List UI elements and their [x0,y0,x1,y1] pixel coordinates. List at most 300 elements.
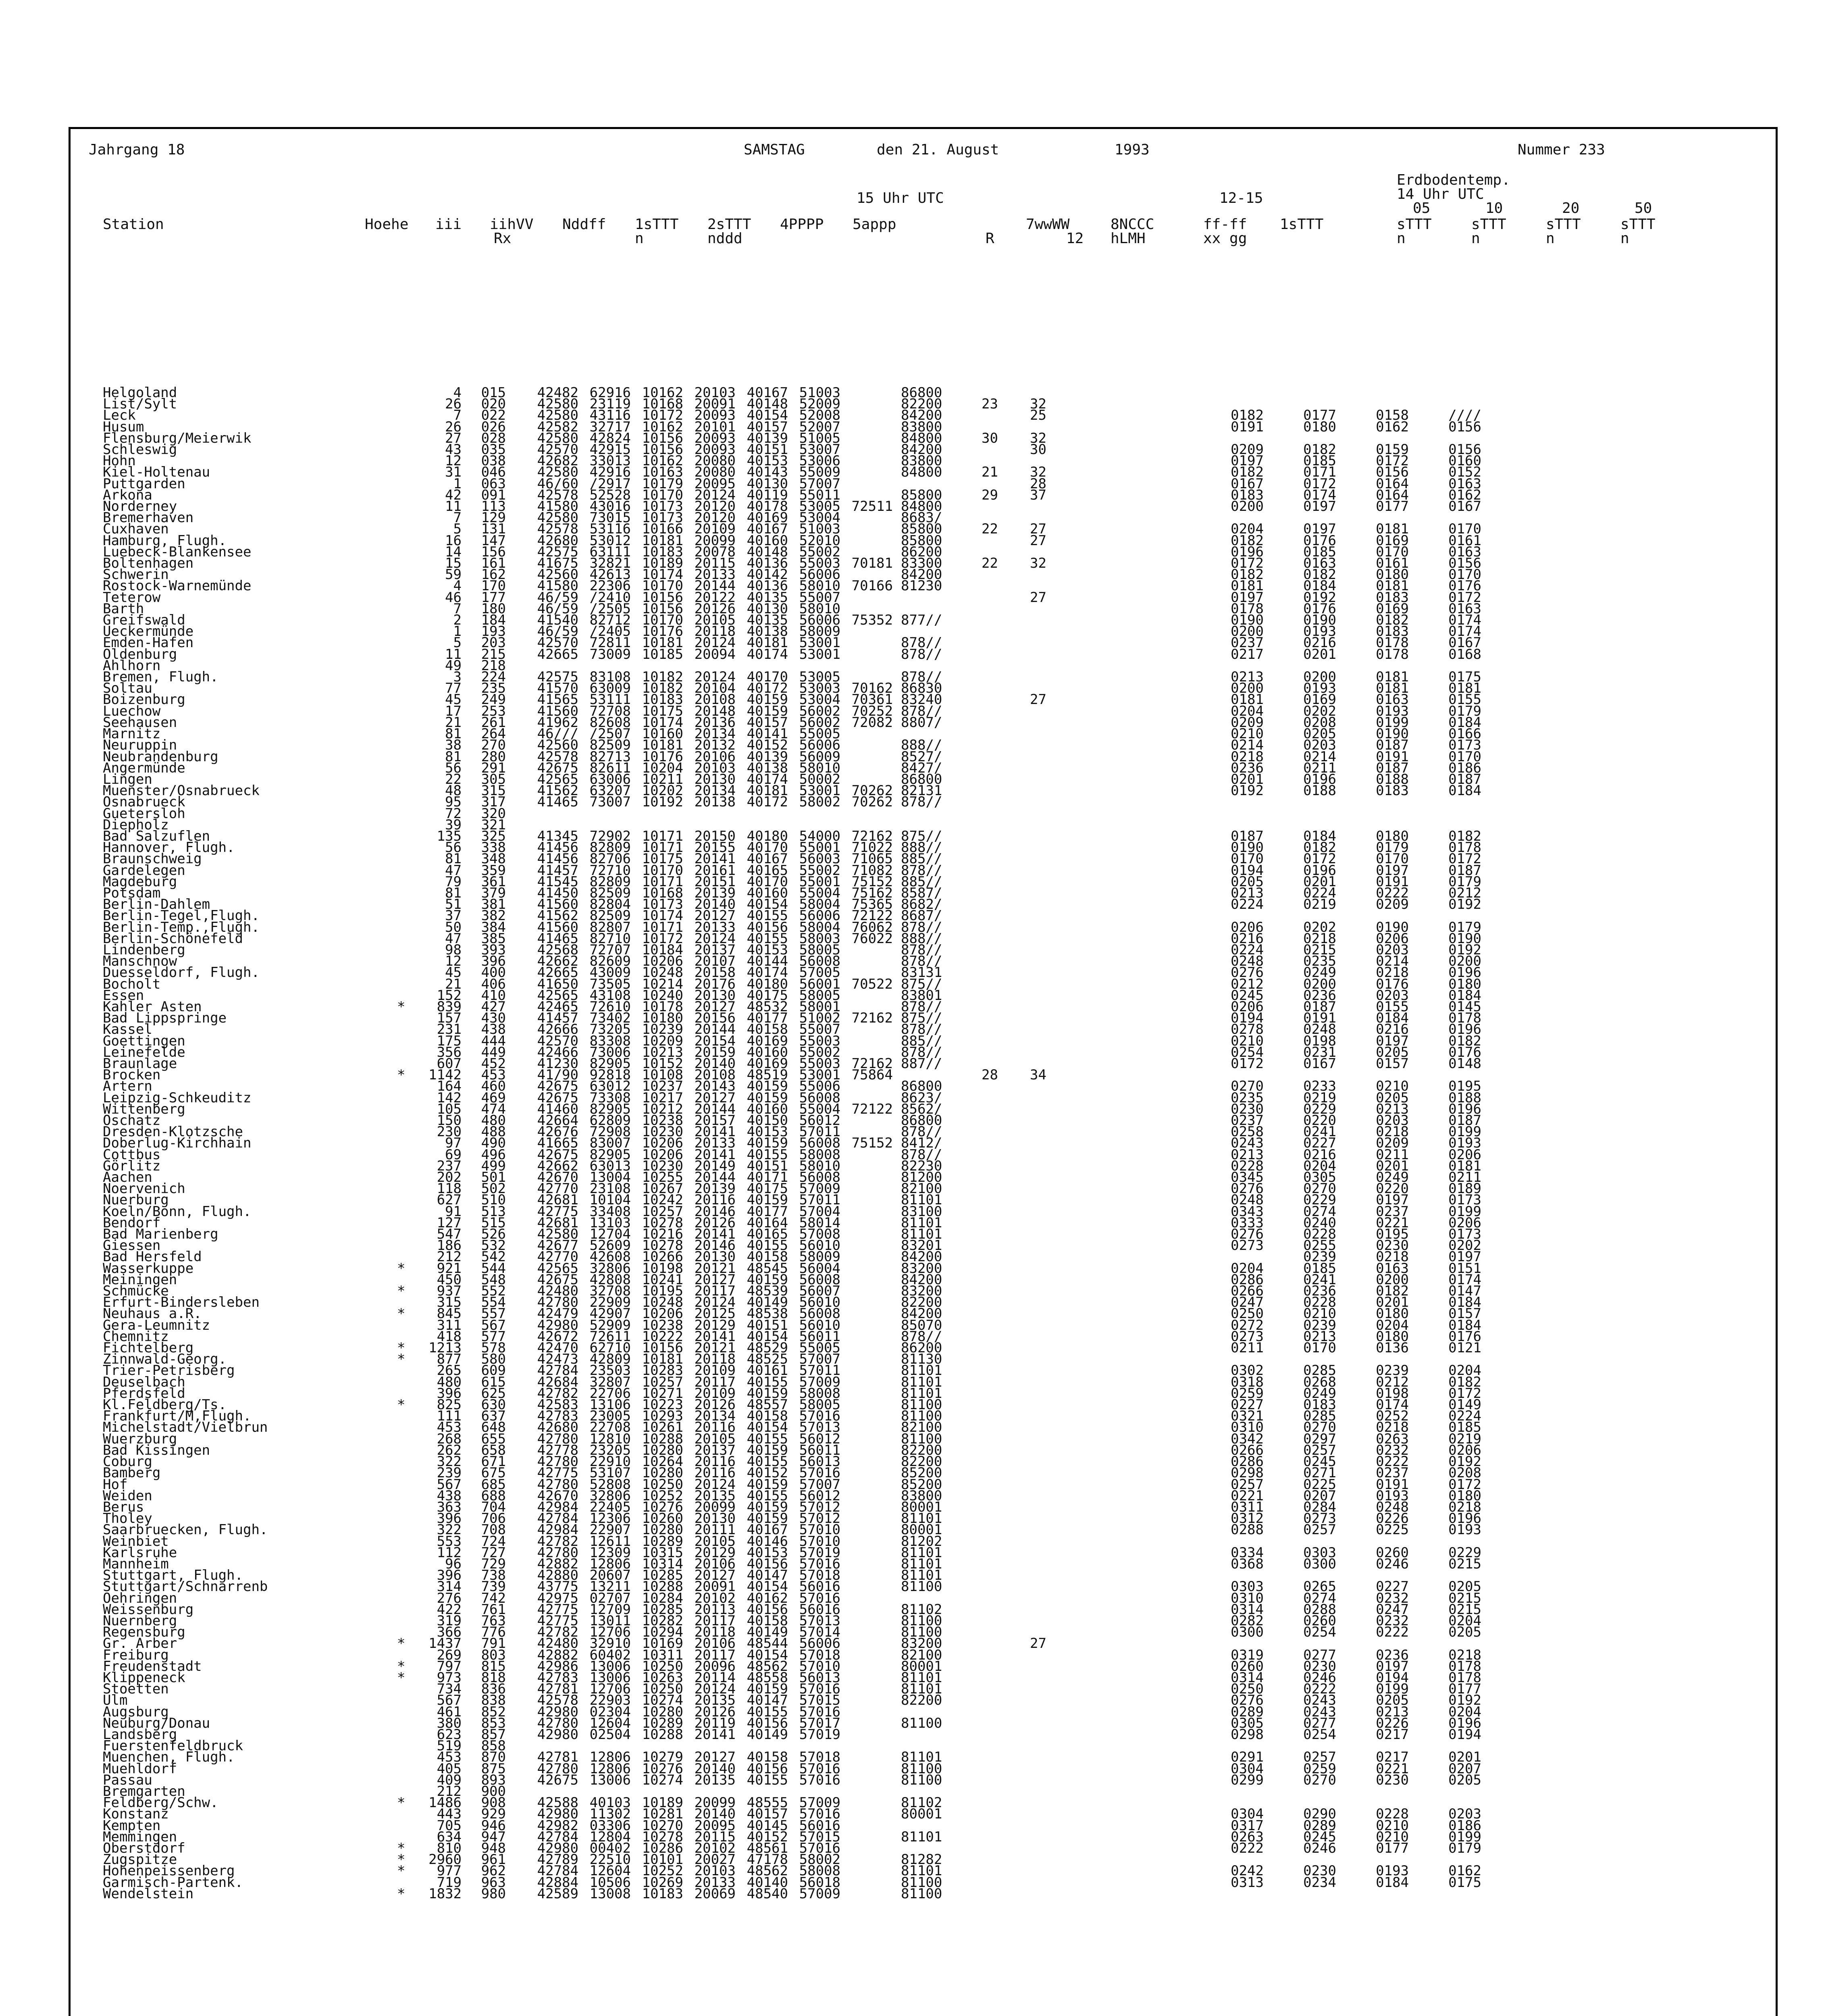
mountain-marker [397,979,413,990]
col-soil-05: sTTT [1397,216,1432,233]
station-height: 105 [437,1101,462,1117]
group-7wwww: 72162 [851,828,893,844]
group-ff-max [982,1672,1030,1683]
station-name: Nuerburg [103,1192,169,1208]
table-row [103,979,1481,990]
spacer [1078,1365,1191,1376]
soil-temp-cell: 0239 [1303,1317,1336,1333]
group-1sttt: 10230 [642,1158,683,1174]
soil-temp-cell: 0197 [1448,1249,1481,1265]
group-iihvv: 42884 [537,1874,578,1891]
station-name: Braunschweig [103,851,202,867]
group-7wwww [840,1410,893,1422]
soil-temp-cell: 0236 [1376,1647,1409,1663]
station-id: 430 [481,1010,506,1027]
group-7wwww [840,1206,893,1217]
group-4pppp: 40175 [747,987,788,1004]
group-7wwww [840,1456,893,1467]
group-ff-max [982,580,1030,591]
group-4pppp: 40181 [747,783,788,799]
station-name: Potsdam [103,885,161,901]
spacer [1078,706,1191,717]
group-ff-max [982,1217,1030,1229]
group-7wwww [840,1774,893,1786]
group-5appp: 58008 [799,1385,840,1402]
soil-temp-cell: 0210 [1231,1033,1264,1049]
soil-temp-cell: 0196 [1303,771,1336,787]
spacer [1078,1865,1191,1876]
soil-temp-cell: 0237 [1231,635,1264,651]
soil-temp-cell: 0190 [1231,839,1264,856]
station-height: 97 [445,1135,462,1152]
group-iihvv: 42780 [537,1294,578,1311]
group-1sttt: 10101 [642,1851,683,1868]
spacer [1078,1024,1191,1035]
spacer [1078,1001,1191,1012]
soil-temp-cell: 0260 [1303,1612,1336,1629]
soil-temp-cell: 0157 [1376,1055,1409,1072]
mountain-marker [397,1149,413,1160]
soil-temp-cell: 0248 [1303,1021,1336,1038]
station-id: 704 [481,1499,506,1515]
group-2sttt: 20150 [694,828,736,844]
group-7wwww [840,1467,893,1479]
soil-temp-cell: 0273 [1231,1237,1264,1254]
group-iihvv: 42782 [537,1624,578,1641]
station-name: Zugspitze [103,1851,177,1868]
group-5appp: 56010 [799,1294,840,1311]
station-id: 852 [481,1704,506,1720]
group-ff-max [982,1615,1030,1627]
group-nddff: 63006 [589,771,631,787]
station-name: Noervenich [103,1181,185,1197]
station-id: 359 [481,862,506,879]
mountain-marker [397,819,413,831]
mountain-marker [397,1740,413,1752]
mountain-marker [397,728,413,739]
group-ff-max [982,614,1030,626]
group-8nccc: 885// [901,873,942,890]
group-nddff: 12611 [589,1533,631,1549]
station-name: Weiden [103,1487,152,1504]
station-name: Rostock-Warnemünde [103,578,252,594]
group-iihvv: 41450 [537,885,578,901]
group-1sttt: 10198 [642,1260,683,1277]
mountain-marker [397,944,413,956]
soil-temp-cell: 0199 [1448,1829,1481,1845]
group-5appp: 57007 [799,1351,840,1368]
group-ff-gust [1030,637,1078,648]
group-4pppp: 40159 [747,1135,788,1152]
spacer [1078,1797,1191,1808]
group-7wwww [840,1445,893,1456]
station-name: Wendelstein [103,1885,194,1902]
soil-temp-cell: 0321 [1231,1408,1264,1425]
soil-temp-cell: 0152 [1448,464,1481,481]
group-iihvv: 41675 [537,555,578,572]
group-ff-max [982,1399,1030,1410]
table-row [103,1433,1481,1445]
soil-temp-cell: 0200 [1448,953,1481,970]
soil-temp-cell: 0270 [1231,1078,1264,1095]
soil-temp-cell: 0180 [1376,1328,1409,1345]
group-iihvv: 41465 [537,794,578,810]
station-height: 450 [437,1271,462,1288]
station-id: 361 [481,873,506,890]
group-8nccc: 83240 [901,691,942,708]
group-8nccc: 81101 [901,1669,942,1686]
group-nddff: 12604 [589,1863,631,1879]
group-1sttt: 10271 [642,1385,683,1402]
group-ff-max [982,887,1030,899]
group-7wwww [840,467,893,478]
group-4pppp: 40154 [747,1647,788,1663]
group-5appp: 55003 [799,1055,840,1072]
group-iihvv: 42882 [537,1647,578,1663]
station-name: Marnitz [103,726,161,742]
station-height: 46 [445,589,462,606]
spacer [1078,1456,1191,1467]
soil-temp-cell: 0163 [1448,600,1481,617]
group-2sttt: 20135 [694,1692,736,1709]
group-ff-max [982,1377,1030,1388]
group-2sttt: 20124 [694,1476,736,1493]
group-nddff: 13004 [589,1169,631,1186]
station-id: 270 [481,737,506,754]
group-7wwww: 72122 [851,908,893,924]
station-id: 022 [481,407,506,424]
group-nddff: 12804 [589,1829,631,1845]
group-8nccc: 81101 [901,1749,942,1766]
soil-temp-cell: 0187 [1448,862,1481,879]
group-iihvv: 42782 [537,1385,578,1402]
mountain-marker [397,455,413,467]
table-row [103,1774,1481,1786]
group-8nccc: 81101 [901,1214,942,1231]
col-iii: iii [435,216,462,233]
group-8nccc: 8427/ [901,760,942,776]
soil-temp-cell: 0228 [1231,1158,1264,1174]
soil-temp-cell: 0203 [1448,1806,1481,1822]
mountain-marker [397,637,413,648]
station-name: Michelstadt/Vielbrun [103,1419,268,1436]
station-id: 474 [481,1101,506,1117]
group-1sttt: 10184 [642,941,683,958]
group-7wwww [840,1433,893,1445]
soil-temp-cell: 0196 [1448,1715,1481,1731]
soil-temp-cell: 0191 [1376,873,1409,890]
group-nddff: 53116 [589,521,631,537]
group-4pppp: 40130 [747,600,788,617]
soil-temp-cell: 0246 [1303,1840,1336,1856]
soil-temp-cell: 0155 [1376,998,1409,1015]
group-5appp: 58001 [799,998,840,1015]
group-ff-gust [1030,910,1078,921]
group-7wwww [840,1763,893,1774]
group-nddff: 53012 [589,532,631,549]
group-2sttt: 20122 [694,589,736,606]
spacer [1078,671,1191,683]
group-ff-max [982,1012,1030,1024]
soil-temp-cell: 0182 [1303,566,1336,583]
group-4pppp: 40155 [747,1704,788,1720]
group-nddff: 53107 [589,1465,631,1481]
station-height: 231 [437,1021,462,1038]
spacer [1078,455,1191,467]
group-1sttt: 10280 [642,1704,683,1720]
table-row [103,1388,1481,1399]
group-ff-max [982,739,1030,751]
station-id: 727 [481,1544,506,1561]
table-row [103,467,1481,478]
station-name: Artern [103,1078,152,1095]
group-4pppp: 40165 [747,1226,788,1243]
group-ff-gust [1030,1217,1078,1229]
group-8nccc: 85200 [901,1465,942,1481]
station-height: 418 [437,1328,462,1345]
group-1sttt: 10222 [642,1328,683,1345]
soil-temp-cell: 0276 [1231,1181,1264,1197]
spacer [1078,1149,1191,1160]
group-5appp: 56006 [799,1635,840,1652]
group-ff-max [982,1115,1030,1126]
soil-temp-cell: 0181 [1231,578,1264,594]
station-height: 157 [437,1010,462,1027]
group-8nccc: 878// [901,794,942,810]
group-7wwww [840,1604,893,1615]
group-5appp: 57009 [799,1795,840,1811]
soil-temp-cell: 0178 [1448,839,1481,856]
group-4pppp: 40138 [747,760,788,776]
group-iihvv: 42465 [537,998,578,1015]
group-4pppp: 40149 [747,1726,788,1743]
table-row [103,1035,1481,1047]
soil-temp-cell: 0237 [1376,1465,1409,1481]
mountain-marker: * [397,1340,406,1356]
group-2sttt: 20138 [694,794,736,810]
spacer [1078,751,1191,762]
group-2sttt: 20121 [694,1340,736,1356]
group-iihvv: 42789 [537,1851,578,1868]
station-height: 845 [437,1306,462,1322]
station-id: 453 [481,1067,506,1083]
station-id: 980 [481,1885,506,1902]
group-nddff: 42808 [589,1271,631,1288]
group-5appp: 56013 [799,1669,840,1686]
group-4pppp: 40139 [747,430,788,446]
group-iihvv: 42681 [537,1214,578,1231]
station-id: 947 [481,1829,506,1845]
group-8nccc: 81102 [901,1795,942,1811]
mountain-marker [397,1092,413,1104]
group-5appp: 55004 [799,885,840,901]
soil-temp-cell [1409,387,1481,398]
group-4pppp: 40155 [747,930,788,947]
group-8nccc: 81101 [901,1863,942,1879]
soil-temp-cell: 0300 [1303,1556,1336,1572]
group-1sttt: 10173 [642,510,683,526]
group-ff-max [982,1240,1030,1251]
group-ff-max [982,1354,1030,1365]
group-8nccc: 81100 [901,1408,942,1425]
group-5appp: 52008 [799,407,840,424]
group-2sttt: 20115 [694,1829,736,1845]
table-row [103,1683,1481,1695]
group-nddff: 82706 [589,851,631,867]
table-row [103,967,1481,978]
group-2sttt: 20093 [694,407,736,424]
soil-temp-cell: 0278 [1231,1021,1264,1038]
col-soil-20: sTTT [1546,216,1581,233]
mountain-marker [397,523,413,535]
group-1sttt: 10169 [642,1635,683,1652]
station-id: 688 [481,1487,506,1504]
group-iihvv: 42672 [537,1328,578,1345]
group-5appp: 56002 [799,703,840,719]
group-ff-max [982,1024,1030,1035]
group-iihvv: 41560 [537,703,578,719]
soil-temp-cell: 0201 [1231,771,1264,787]
spacer [1078,1752,1191,1763]
table-row [103,535,1481,546]
group-5appp: 56008 [799,1169,840,1186]
group-7wwww [840,1194,893,1206]
group-ff-max [982,706,1030,717]
soil-temp-cell: 0201 [1303,646,1336,662]
group-2sttt: 20127 [694,908,736,924]
group-5appp: 56008 [799,1271,840,1288]
soil-temp-cell: 0213 [1376,1101,1409,1117]
group-iihvv: 42681 [537,1192,578,1208]
group-5appp: 57014 [799,1624,840,1641]
soil-temp-cell: 0190 [1376,919,1409,935]
group-iihvv: 42783 [537,1669,578,1686]
group-1sttt: 10281 [642,1806,683,1822]
group-5appp: 51002 [799,1010,840,1027]
table-row [103,1752,1481,1763]
group-1sttt: 10176 [642,623,683,640]
group-2sttt: 20127 [694,1271,736,1288]
group-iihvv: 42675 [537,1146,578,1163]
group-ff-max [982,865,1030,876]
soil-temp-cell: 0170 [1448,521,1481,537]
group-nddff: 13103 [589,1214,631,1231]
mountain-marker [397,1217,413,1229]
group-iihvv: 42784 [537,1863,578,1879]
soil-temp-cell: 0231 [1303,1044,1336,1060]
soil-temp-cell: 0245 [1303,1829,1336,1845]
soil-temp-cell: 0157 [1448,1306,1481,1322]
spacer [1078,1593,1191,1604]
station-id: 567 [481,1317,506,1333]
station-name: Augsburg [103,1704,169,1720]
spacer [1078,1058,1191,1069]
group-8nccc: 8682/ [901,896,942,913]
group-1sttt: 10204 [642,760,683,776]
group-ff-max [982,1149,1030,1160]
soil-temp-cell: 0310 [1231,1590,1264,1606]
soil-temp-cell: 0228 [1303,1294,1336,1311]
group-nddff: 82809 [589,873,631,890]
group-5appp: 55007 [799,589,840,606]
group-iihvv: 42480 [537,1283,578,1300]
soil-temp-cell: 0182 [1448,1374,1481,1390]
spacer [1078,1274,1191,1285]
group-nddff: 32807 [589,1374,631,1390]
station-height: 95 [445,794,462,810]
mountain-marker [397,535,413,546]
spacer [1078,1672,1191,1683]
soil-temp-cell: 0312 [1231,1510,1264,1527]
spacer [1078,637,1191,648]
station-height: 186 [437,1237,462,1254]
group-7wwww [840,1377,893,1388]
station-id: 028 [481,430,506,446]
spacer [1078,990,1191,1001]
mountain-marker: * [397,1397,406,1413]
group-2sttt: 20106 [694,1635,736,1652]
group-iihvv: 42589 [537,1885,578,1902]
table-row [103,1490,1481,1502]
spacer [1078,1410,1191,1422]
soil-temp-cell: 0177 [1376,498,1409,515]
group-7wwww [840,956,893,967]
soil-temp-cell: 0206 [1448,1442,1481,1458]
station-height: 12 [445,953,462,970]
soil-temp-cell: 0199 [1376,1681,1409,1697]
group-5appp: 57016 [799,1760,840,1777]
group-7wwww [840,1320,893,1331]
station-height: 51 [445,896,462,913]
table-row [103,706,1481,717]
col-4pppp: 4PPPP [780,216,824,233]
soil-temp-cell: 0208 [1303,714,1336,731]
table-row [103,1377,1481,1388]
soil-temp-cell: 0176 [1448,1328,1481,1345]
group-nddff: 12806 [589,1556,631,1572]
soil-temp-cell: 0192 [1448,896,1481,913]
group-4pppp: 40155 [747,1772,788,1788]
group-4pppp: 40159 [747,1442,788,1458]
station-height: 356 [437,1044,462,1060]
table-row [103,398,1481,410]
soil-temp-cell: 0210 [1303,1306,1336,1322]
group-1sttt: 10267 [642,1181,683,1197]
table-row [103,751,1481,762]
table-row [103,1877,1481,1888]
group-7wwww [840,1172,893,1183]
table-row [103,660,1481,671]
station-name: Frankfurt/M,Flugh. [103,1408,252,1425]
mountain-marker [397,922,413,933]
group-5appp: 57018 [799,1647,840,1663]
group-ff-gust [1030,876,1078,887]
station-height: 21 [445,976,462,992]
soil-temp-cell [1336,387,1409,398]
soil-temp-cell: 0304 [1231,1806,1264,1822]
group-ff-max [982,1570,1030,1581]
station-name: Luechow [103,703,161,719]
table-row [103,1126,1481,1137]
soil-temp-cell: 0191 [1303,1010,1336,1027]
station-id: 249 [481,691,506,708]
soil-temp-cell: 0184 [1448,783,1481,799]
station-id: 410 [481,987,506,1004]
group-iihvv: 42680 [537,532,578,549]
station-height: 1142 [428,1067,462,1083]
group-ff-max [982,990,1030,1001]
group-5appp: 57018 [799,1749,840,1766]
